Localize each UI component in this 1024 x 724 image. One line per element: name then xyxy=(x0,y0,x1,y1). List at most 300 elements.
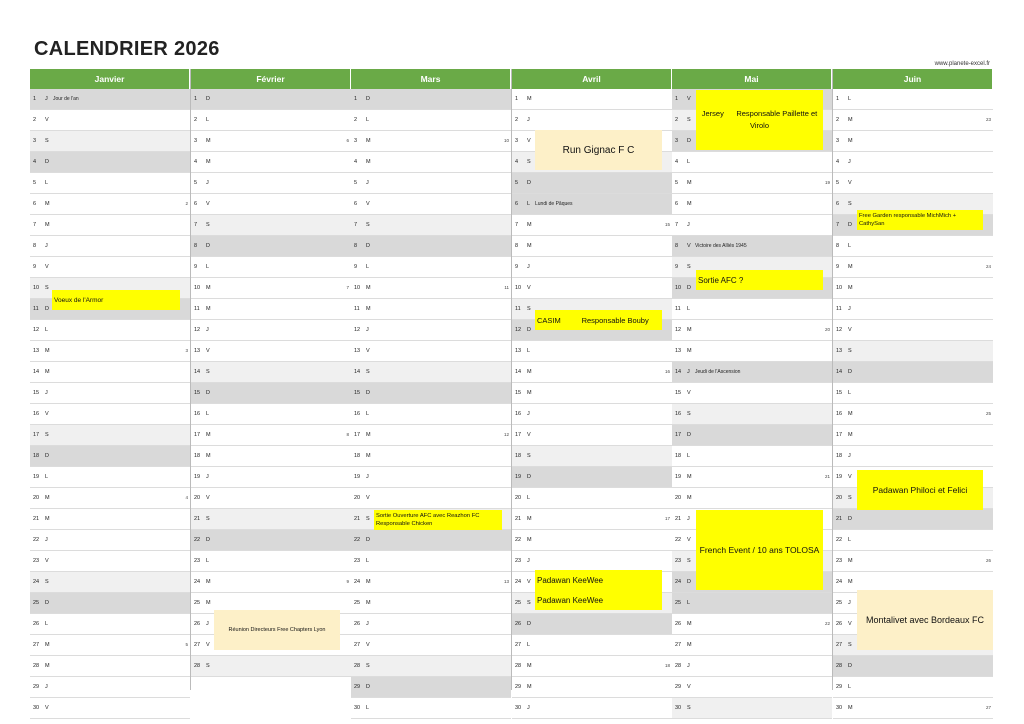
day-row[interactable] xyxy=(191,404,351,425)
day-row[interactable] xyxy=(512,614,672,635)
day-row[interactable] xyxy=(512,362,672,383)
day-row[interactable] xyxy=(30,572,190,593)
day-row[interactable] xyxy=(351,467,511,488)
day-row[interactable] xyxy=(512,341,672,362)
day-letter: L xyxy=(45,327,49,333)
day-number: 21 xyxy=(354,516,361,522)
day-number: 13 xyxy=(836,348,843,354)
day-letter: V xyxy=(687,684,691,690)
day-row[interactable] xyxy=(30,173,190,194)
month-header: Janvier xyxy=(30,69,190,89)
day-row[interactable] xyxy=(512,194,672,215)
day-row[interactable] xyxy=(672,467,832,488)
day-number: 2 xyxy=(33,117,37,123)
day-row[interactable] xyxy=(30,446,190,467)
day-row[interactable] xyxy=(191,551,351,572)
day-number: 26 xyxy=(194,621,201,627)
day-letter: D xyxy=(527,327,531,333)
day-number: 24 xyxy=(836,579,843,585)
day-row[interactable] xyxy=(351,551,511,572)
day-row[interactable] xyxy=(833,152,993,173)
day-letter: L xyxy=(848,96,852,102)
day-letter: V xyxy=(45,117,49,123)
day-number: 2 xyxy=(194,117,198,123)
day-number: 4 xyxy=(33,159,37,165)
day-row[interactable] xyxy=(30,593,190,614)
event-free-garden[interactable]: Free Garden responsable MichMich + CathySan xyxy=(857,210,983,230)
day-row[interactable] xyxy=(512,446,672,467)
day-row[interactable] xyxy=(351,299,511,320)
day-number: 5 xyxy=(515,180,519,186)
week-number: 2 xyxy=(185,201,188,206)
day-letter: L xyxy=(366,705,370,711)
day-row[interactable] xyxy=(672,677,832,698)
day-row[interactable] xyxy=(351,698,511,719)
day-letter: S xyxy=(366,369,370,375)
day-number: 20 xyxy=(515,495,522,501)
day-row[interactable] xyxy=(833,425,993,446)
day-row[interactable] xyxy=(351,257,511,278)
day-row[interactable] xyxy=(672,446,832,467)
day-letter: S xyxy=(206,222,210,228)
day-letter: M xyxy=(687,180,692,186)
day-letter: M xyxy=(527,516,532,522)
day-row[interactable] xyxy=(30,383,190,404)
day-row[interactable] xyxy=(512,698,672,719)
day-row[interactable] xyxy=(30,131,190,152)
day-number: 27 xyxy=(515,642,522,648)
day-row[interactable] xyxy=(351,278,511,299)
week-number: 15 xyxy=(664,222,670,227)
day-row[interactable] xyxy=(351,488,511,509)
day-row[interactable] xyxy=(512,635,672,656)
day-letter: M xyxy=(206,159,211,165)
day-row[interactable] xyxy=(512,677,672,698)
day-number: 28 xyxy=(194,663,201,669)
day-row[interactable] xyxy=(833,383,993,404)
day-number: 3 xyxy=(515,138,519,144)
day-row[interactable] xyxy=(672,425,832,446)
day-number: 17 xyxy=(33,432,40,438)
month-column xyxy=(672,69,833,711)
day-number: 14 xyxy=(354,369,361,375)
day-letter: D xyxy=(45,159,49,165)
day-number: 18 xyxy=(675,453,682,459)
day-letter: V xyxy=(527,138,531,144)
day-row[interactable] xyxy=(672,299,832,320)
day-row[interactable] xyxy=(833,299,993,320)
day-letter: S xyxy=(45,138,49,144)
day-letter: D xyxy=(687,138,691,144)
week-number: 18 xyxy=(664,663,670,668)
day-row[interactable] xyxy=(351,425,511,446)
day-row[interactable] xyxy=(672,152,832,173)
day-number: 24 xyxy=(33,579,40,585)
week-number: 7 xyxy=(346,285,349,290)
day-row[interactable] xyxy=(351,530,511,551)
day-letter: S xyxy=(206,516,210,522)
day-number: 27 xyxy=(33,642,40,648)
day-row[interactable] xyxy=(30,425,190,446)
day-row[interactable] xyxy=(672,656,832,677)
day-row[interactable] xyxy=(191,509,351,530)
day-number: 19 xyxy=(33,474,40,480)
day-row[interactable] xyxy=(191,467,351,488)
day-letter: S xyxy=(206,369,210,375)
day-number: 12 xyxy=(675,327,682,333)
day-number: 13 xyxy=(354,348,361,354)
day-row[interactable] xyxy=(30,404,190,425)
day-row[interactable] xyxy=(30,236,190,257)
day-row[interactable] xyxy=(30,152,190,173)
event-padawan-philoci[interactable]: Padawan Philoci et Felici xyxy=(857,470,983,510)
day-letter: M xyxy=(848,117,853,123)
day-row[interactable] xyxy=(191,152,351,173)
day-letter: S xyxy=(687,411,691,417)
day-number: 23 xyxy=(836,558,843,564)
day-number: 20 xyxy=(194,495,201,501)
week-number: 17 xyxy=(664,516,670,521)
day-row[interactable] xyxy=(351,152,511,173)
day-row[interactable] xyxy=(351,236,511,257)
day-number: 21 xyxy=(33,516,40,522)
day-row[interactable] xyxy=(833,698,993,719)
day-row[interactable] xyxy=(191,446,351,467)
day-row[interactable] xyxy=(833,173,993,194)
day-row[interactable] xyxy=(191,194,351,215)
day-row[interactable] xyxy=(191,299,351,320)
event-run-gignac[interactable]: Run Gignac F C xyxy=(535,130,662,170)
day-number: 4 xyxy=(515,159,519,165)
day-row[interactable] xyxy=(30,320,190,341)
day-row[interactable] xyxy=(351,320,511,341)
day-letter: V xyxy=(366,642,370,648)
day-number: 13 xyxy=(675,348,682,354)
day-row[interactable] xyxy=(512,110,672,131)
day-row[interactable] xyxy=(672,635,832,656)
day-row[interactable] xyxy=(833,509,993,530)
day-letter: J xyxy=(206,327,209,333)
day-row[interactable] xyxy=(191,572,351,593)
day-row[interactable] xyxy=(512,404,672,425)
day-letter: D xyxy=(366,684,370,690)
day-letter: M xyxy=(687,348,692,354)
day-row[interactable] xyxy=(512,236,672,257)
day-number: 23 xyxy=(33,558,40,564)
day-number: 25 xyxy=(515,600,522,606)
day-row[interactable] xyxy=(672,593,832,614)
week-number: 12 xyxy=(503,432,509,437)
calendar-grid xyxy=(30,69,993,711)
day-number: 28 xyxy=(33,663,40,669)
day-row[interactable] xyxy=(351,593,511,614)
day-number: 27 xyxy=(836,642,843,648)
day-number: 29 xyxy=(675,684,682,690)
event-reunion-directeurs[interactable]: Réunion Directeurs Free Chapters Lyon xyxy=(214,610,340,650)
day-row[interactable] xyxy=(30,89,190,110)
week-number: 5 xyxy=(185,642,188,647)
day-number: 11 xyxy=(194,306,200,312)
day-letter: V xyxy=(527,579,531,585)
day-letter: S xyxy=(848,201,852,207)
week-number: 25 xyxy=(985,411,991,416)
day-row[interactable] xyxy=(191,257,351,278)
day-letter: M xyxy=(687,474,692,480)
day-number: 15 xyxy=(33,390,40,396)
day-row[interactable] xyxy=(833,131,993,152)
day-row[interactable] xyxy=(672,194,832,215)
event-sortie-afc[interactable]: Sortie AFC ? xyxy=(696,270,823,290)
day-letter: M xyxy=(45,663,50,669)
day-letter: V xyxy=(848,474,852,480)
day-row[interactable] xyxy=(30,341,190,362)
day-row[interactable] xyxy=(672,320,832,341)
day-row[interactable] xyxy=(30,257,190,278)
day-letter: M xyxy=(366,306,371,312)
day-row[interactable] xyxy=(833,362,993,383)
day-row[interactable] xyxy=(191,89,351,110)
week-number: 24 xyxy=(985,264,991,269)
day-row[interactable] xyxy=(351,635,511,656)
day-row[interactable] xyxy=(30,635,190,656)
day-row[interactable] xyxy=(30,110,190,131)
day-number: 25 xyxy=(675,600,682,606)
day-letter: L xyxy=(687,159,691,165)
day-number: 20 xyxy=(33,495,40,501)
day-row[interactable] xyxy=(30,215,190,236)
day-row[interactable] xyxy=(191,173,351,194)
day-number: 28 xyxy=(354,663,361,669)
day-number: 3 xyxy=(194,138,198,144)
holiday-label: Lundi de Pâques xyxy=(535,201,573,207)
day-number: 14 xyxy=(33,369,40,375)
day-number: 15 xyxy=(515,390,522,396)
day-number: 29 xyxy=(515,684,522,690)
day-number: 2 xyxy=(354,117,358,123)
day-row[interactable] xyxy=(30,194,190,215)
day-row[interactable] xyxy=(672,215,832,236)
day-row[interactable] xyxy=(512,530,672,551)
day-row[interactable] xyxy=(351,677,511,698)
day-row[interactable] xyxy=(833,551,993,572)
day-number: 19 xyxy=(354,474,361,480)
day-row[interactable] xyxy=(512,173,672,194)
day-row[interactable] xyxy=(833,320,993,341)
day-row[interactable] xyxy=(351,131,511,152)
day-row[interactable] xyxy=(191,488,351,509)
day-letter: L xyxy=(848,243,852,249)
day-row[interactable] xyxy=(833,530,993,551)
month-header: Février xyxy=(191,69,351,89)
day-row[interactable] xyxy=(191,383,351,404)
day-row[interactable] xyxy=(351,89,511,110)
day-row[interactable] xyxy=(351,614,511,635)
day-row[interactable] xyxy=(512,215,672,236)
day-row[interactable] xyxy=(512,488,672,509)
day-row[interactable] xyxy=(30,362,190,383)
day-number: 27 xyxy=(354,642,361,648)
day-letter: L xyxy=(45,621,49,627)
day-row[interactable] xyxy=(512,551,672,572)
day-row[interactable] xyxy=(30,530,190,551)
day-row[interactable] xyxy=(191,131,351,152)
event-sortie-ouverture[interactable]: Sortie Ouverture AFC avec Reazhon FC Responsable Chicken xyxy=(374,510,502,530)
day-letter: S xyxy=(45,285,49,291)
day-letter: M xyxy=(848,411,853,417)
event-jersey[interactable]: Jersey Responsable Paillette et Virolo xyxy=(696,90,823,150)
day-letter: S xyxy=(848,348,852,354)
day-number: 8 xyxy=(836,243,840,249)
day-row[interactable] xyxy=(833,110,993,131)
day-row[interactable] xyxy=(351,110,511,131)
day-row[interactable] xyxy=(512,89,672,110)
day-row[interactable] xyxy=(672,383,832,404)
day-letter: J xyxy=(527,264,530,270)
day-letter: D xyxy=(206,96,210,102)
day-row[interactable] xyxy=(672,362,832,383)
day-row[interactable] xyxy=(512,425,672,446)
day-letter: V xyxy=(848,621,852,627)
day-row[interactable] xyxy=(191,425,351,446)
day-row[interactable] xyxy=(30,488,190,509)
day-row[interactable] xyxy=(30,467,190,488)
day-number: 7 xyxy=(836,222,840,228)
day-letter: L xyxy=(206,117,210,123)
day-row[interactable] xyxy=(30,656,190,677)
day-row[interactable] xyxy=(191,656,351,677)
day-number: 17 xyxy=(515,432,522,438)
day-row[interactable] xyxy=(191,320,351,341)
day-number: 14 xyxy=(194,369,201,375)
day-letter: J xyxy=(527,117,530,123)
event-french-event[interactable]: French Event / 10 ans TOLOSA xyxy=(696,510,823,590)
day-number: 21 xyxy=(836,516,843,522)
day-row[interactable] xyxy=(833,677,993,698)
day-row[interactable] xyxy=(351,383,511,404)
event-padawan-keewee-1[interactable]: Padawan KeeWee xyxy=(535,570,662,590)
day-row[interactable] xyxy=(351,215,511,236)
day-row[interactable] xyxy=(672,404,832,425)
day-letter: J xyxy=(687,222,690,228)
day-letter: V xyxy=(206,348,210,354)
day-row[interactable] xyxy=(833,257,993,278)
day-row[interactable] xyxy=(833,278,993,299)
day-row[interactable] xyxy=(672,341,832,362)
day-letter: J xyxy=(366,327,369,333)
day-row[interactable] xyxy=(672,173,832,194)
day-letter: M xyxy=(45,495,50,501)
day-row[interactable] xyxy=(672,488,832,509)
day-number: 24 xyxy=(194,579,201,585)
day-letter: D xyxy=(206,243,210,249)
day-letter: S xyxy=(366,663,370,669)
day-row[interactable] xyxy=(351,194,511,215)
day-row[interactable] xyxy=(512,278,672,299)
day-number: 12 xyxy=(515,327,522,333)
day-row[interactable] xyxy=(30,509,190,530)
event-voeux-armor[interactable]: Voeux de l'Armor xyxy=(52,290,180,310)
day-row[interactable] xyxy=(191,110,351,131)
day-letter: S xyxy=(527,600,531,606)
day-row[interactable] xyxy=(512,383,672,404)
day-row[interactable] xyxy=(672,236,832,257)
day-row[interactable] xyxy=(833,446,993,467)
day-row[interactable] xyxy=(833,341,993,362)
day-number: 30 xyxy=(836,705,843,711)
day-row[interactable] xyxy=(833,236,993,257)
day-number: 20 xyxy=(675,495,682,501)
day-row[interactable] xyxy=(191,215,351,236)
day-row[interactable] xyxy=(191,362,351,383)
day-number: 10 xyxy=(194,285,201,291)
day-row[interactable] xyxy=(191,530,351,551)
week-number: 3 xyxy=(185,348,188,353)
week-number: 27 xyxy=(985,705,991,710)
day-letter: S xyxy=(848,495,852,501)
day-row[interactable] xyxy=(351,404,511,425)
day-letter: L xyxy=(687,306,691,312)
day-row[interactable] xyxy=(351,572,511,593)
day-row[interactable] xyxy=(351,341,511,362)
day-row[interactable] xyxy=(833,404,993,425)
day-row[interactable] xyxy=(191,341,351,362)
day-letter: V xyxy=(206,495,210,501)
day-row[interactable] xyxy=(191,278,351,299)
day-letter: J xyxy=(527,411,530,417)
day-number: 7 xyxy=(194,222,198,228)
day-letter: V xyxy=(687,96,691,102)
day-number: 23 xyxy=(675,558,682,564)
day-row[interactable] xyxy=(351,446,511,467)
day-row[interactable] xyxy=(672,614,832,635)
holiday-label: Victoire des Alliés 1945 xyxy=(695,243,747,249)
month-column xyxy=(30,69,191,711)
day-row[interactable] xyxy=(672,698,832,719)
event-casim[interactable]: CASIM Responsable Bouby xyxy=(535,310,662,330)
day-row[interactable] xyxy=(351,173,511,194)
day-row[interactable] xyxy=(191,236,351,257)
event-padawan-keewee-2[interactable]: Padawan KeeWee xyxy=(535,590,662,610)
day-row[interactable] xyxy=(512,467,672,488)
day-row[interactable] xyxy=(512,656,672,677)
day-row[interactable] xyxy=(512,257,672,278)
day-row[interactable] xyxy=(30,698,190,719)
day-number: 10 xyxy=(675,285,682,291)
day-row[interactable] xyxy=(30,551,190,572)
day-row[interactable] xyxy=(512,509,672,530)
day-number: 23 xyxy=(194,558,201,564)
day-row[interactable] xyxy=(351,656,511,677)
day-letter: V xyxy=(45,558,49,564)
day-number: 21 xyxy=(194,516,201,522)
event-montalivet[interactable]: Montalivet avec Bordeaux FC xyxy=(857,590,993,650)
day-letter: J xyxy=(848,159,851,165)
day-letter: S xyxy=(687,264,691,270)
day-number: 3 xyxy=(33,138,37,144)
day-row[interactable] xyxy=(351,362,511,383)
day-row[interactable] xyxy=(30,677,190,698)
day-row[interactable] xyxy=(30,614,190,635)
day-row[interactable] xyxy=(833,656,993,677)
day-letter: M xyxy=(527,684,532,690)
day-letter: M xyxy=(848,558,853,564)
day-letter: S xyxy=(848,642,852,648)
day-letter: M xyxy=(45,348,50,354)
day-number: 17 xyxy=(675,432,682,438)
day-letter: M xyxy=(366,600,371,606)
day-row[interactable] xyxy=(833,89,993,110)
day-number: 12 xyxy=(33,327,40,333)
